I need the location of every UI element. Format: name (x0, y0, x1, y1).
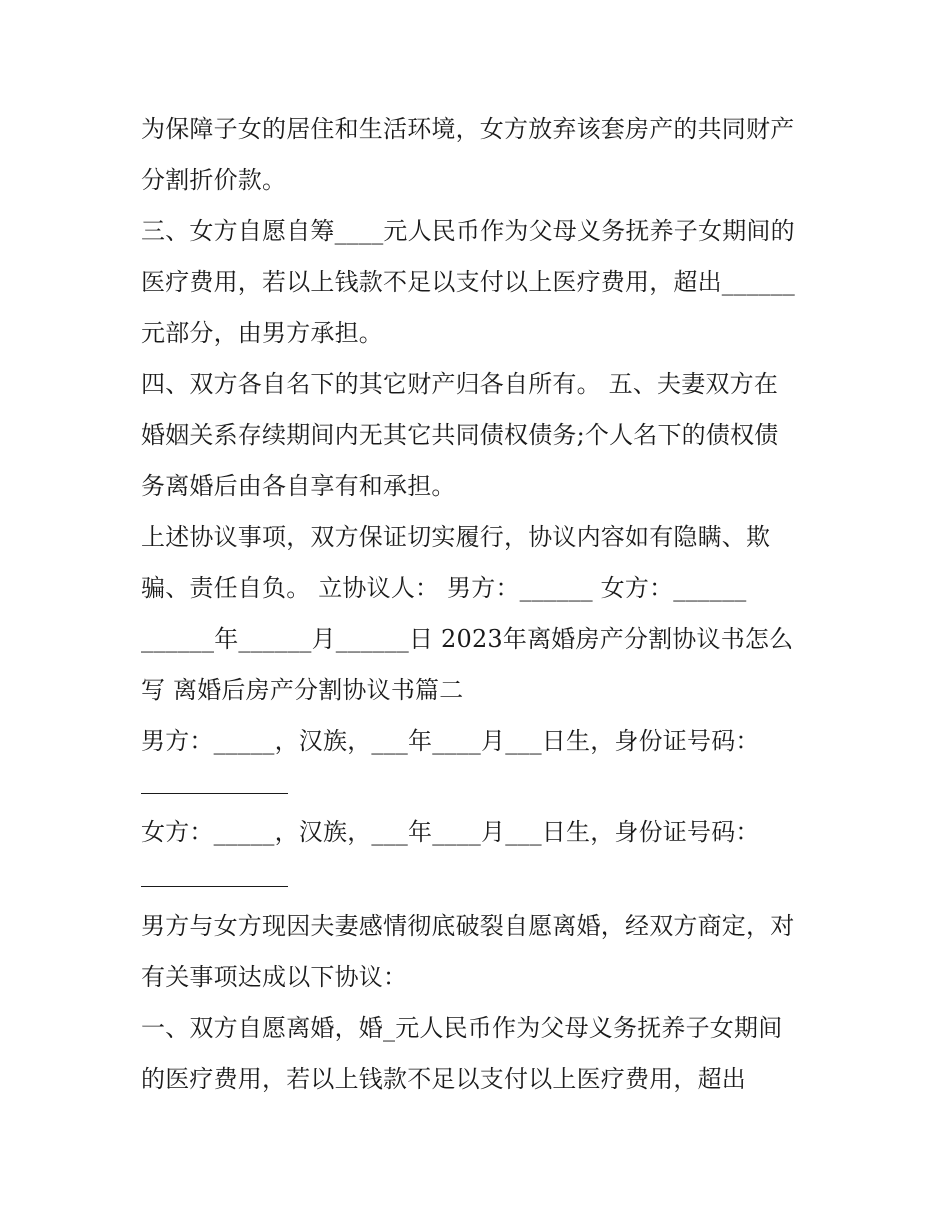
paragraph-line: 有关事项达成以下协议： (141, 963, 408, 991)
section-title: 写 离婚后房产分割协议书篇二 (141, 676, 464, 704)
date-line: ______年______月______日 2023年离婚房产分割协议书怎么 (141, 625, 794, 653)
paragraph-line: 上述协议事项，双方保证切实履行，协议内容如有隐瞒、欺 (141, 523, 771, 551)
paragraph-line: 一、双方自愿离婚，婚_元人民币作为父母义务抚养子女期间 (141, 1014, 783, 1042)
paragraph-line: 婚姻关系存续期间内无其它共同债权债务;个人名下的债权债 (141, 421, 779, 449)
female-party-line: 女方：_____，汉族，___年____月___日生，身份证号码： (141, 818, 760, 846)
paragraph-line: 务离婚后由各自享有和承担。 (141, 472, 456, 500)
paragraph-line: 医疗费用，若以上钱款不足以支付以上医疗费用，超出______ (141, 268, 795, 296)
id-number-blank (141, 886, 288, 887)
paragraph-line: 男方与女方现因夫妻感情彻底破裂自愿离婚，经双方商定，对 (141, 912, 795, 940)
signature-line: 骗、责任自负。 立协议人： 男方：______ 女方：______ (141, 574, 747, 602)
paragraph-line: 四、双方各自名下的其它财产归各自所有。 五、夫妻双方在 (141, 370, 779, 398)
paragraph-line: 元部分，由男方承担。 (141, 319, 383, 347)
male-party-line: 男方：_____，汉族，___年____月___日生，身份证号码： (141, 727, 760, 755)
paragraph-line: 三、女方自愿自筹____元人民币作为父母义务抚养子女期间的 (141, 217, 795, 245)
paragraph-line: 为保障子女的居住和生活环境，女方放弃该套房产的共同财产 (141, 115, 795, 143)
paragraph-line: 的医疗费用，若以上钱款不足以支付以上医疗费用，超出 (141, 1065, 746, 1093)
paragraph-line: 分割折价款。 (141, 166, 287, 194)
id-number-blank (141, 793, 288, 794)
